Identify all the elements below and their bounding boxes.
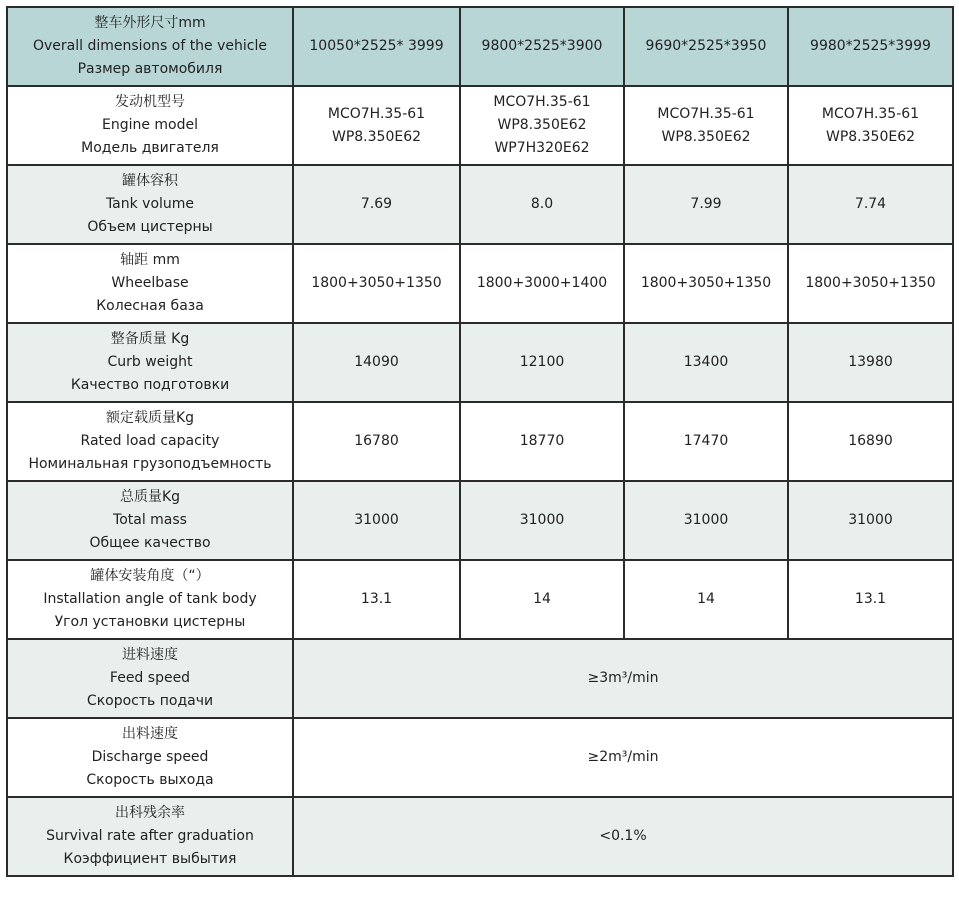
- value-cell: [293, 165, 460, 244]
- row-label-line: 罐体容积: [122, 173, 178, 189]
- row-label-line: Total mass: [113, 512, 187, 528]
- row-label-cell: [7, 639, 293, 718]
- cell-value-line: 7.99: [690, 196, 722, 212]
- cell-value-line: 31000: [683, 512, 729, 528]
- value-cell: [460, 244, 624, 323]
- value-cell: [293, 402, 460, 481]
- value-cell: [624, 481, 788, 560]
- value-cell: [624, 86, 788, 165]
- value-cell: [624, 165, 788, 244]
- row-label-line: 整备质量 Kg: [110, 331, 190, 347]
- row-label-line: Колесная база: [96, 298, 204, 314]
- row-label-line: Engine model: [101, 117, 199, 133]
- row-label-cell: [7, 560, 293, 639]
- row-label-line: 整车外形尺寸mm: [94, 15, 206, 31]
- value-cell: [460, 7, 624, 86]
- row-label-line: 罐体安装角度（“）: [90, 568, 210, 584]
- value-cell: [293, 244, 460, 323]
- row-label-line: Rated load capacity: [80, 433, 220, 449]
- cell-value-line: 1800+3000+1400: [476, 275, 608, 291]
- value-cell: [293, 86, 460, 165]
- cell-value-line: 9690*2525*3950: [645, 38, 767, 54]
- row-label-line: Overall dimensions of the vehicle: [33, 38, 267, 54]
- row-label-line: 轴距 mm: [120, 252, 180, 268]
- row-label-line: 总质量Kg: [119, 489, 181, 505]
- cell-value-line: MCO7H.35-61: [657, 105, 755, 122]
- value-cell: [624, 560, 788, 639]
- row-label-cell: [7, 86, 293, 165]
- row-label-line: Discharge speed: [91, 749, 209, 765]
- vehicle-spec-table: [6, 6, 954, 877]
- merged-value-cell: [293, 797, 953, 876]
- value-cell: [624, 323, 788, 402]
- cell-value-line: 13.1: [854, 591, 887, 607]
- cell-value-line: 1800+3050+1350: [805, 275, 936, 291]
- value-cell: [293, 560, 460, 639]
- merged-value-cell: [293, 639, 953, 718]
- row-label-cell: [7, 244, 293, 323]
- table-row: [7, 323, 953, 402]
- row-label-line: Скорость подачи: [86, 693, 214, 709]
- cell-value-line: WP8.350E62: [825, 128, 916, 145]
- value-cell: [788, 402, 953, 481]
- value-cell: [788, 7, 953, 86]
- table-row: [7, 481, 953, 560]
- table-row: [7, 86, 953, 165]
- table-row: [7, 7, 953, 86]
- cell-value-line: 16780: [354, 433, 399, 449]
- value-cell: [460, 402, 624, 481]
- cell-value-line: 31000: [519, 512, 565, 528]
- cell-value-line: 14: [533, 591, 551, 607]
- row-label-cell: [7, 165, 293, 244]
- cell-value-line: MCO7H.35-61: [493, 94, 591, 110]
- row-label-cell: [7, 7, 293, 86]
- row-label-cell: [7, 323, 293, 402]
- cell-value-line: WP8.350E62: [497, 117, 587, 133]
- row-label-line: Общее качество: [89, 535, 211, 551]
- table-row: [7, 639, 953, 718]
- cell-value: ≥2m³/min: [587, 749, 659, 765]
- table-row: [7, 797, 953, 876]
- cell-value-line: 31000: [354, 512, 399, 528]
- value-cell: [460, 165, 624, 244]
- row-label-line: Wheelbase: [111, 275, 189, 291]
- row-label-line: Коэффициент выбытия: [63, 851, 237, 867]
- value-cell: [624, 244, 788, 323]
- cell-value-line: 10050*2525* 3999: [309, 38, 444, 54]
- cell-value-line: 14: [697, 591, 715, 607]
- value-cell: [788, 323, 953, 402]
- cell-value-line: 8.0: [530, 196, 554, 212]
- row-label-line: 出科残余率: [115, 805, 185, 821]
- value-cell: [788, 86, 953, 165]
- row-label-cell: [7, 481, 293, 560]
- row-label-line: Качество подготовки: [70, 377, 230, 393]
- row-label-line: Survival rate after graduation: [46, 828, 254, 844]
- table-row: [7, 402, 953, 481]
- value-cell: [293, 7, 460, 86]
- cell-value-line: 7.74: [854, 196, 887, 212]
- row-label-line: Размер автомобиля: [77, 61, 223, 77]
- cell-value-line: WP7H320E62: [494, 140, 590, 156]
- value-cell: [460, 86, 624, 165]
- row-label-line: 额定载质量Kg: [105, 410, 195, 426]
- cell-value-line: 1800+3050+1350: [311, 275, 442, 291]
- cell-value-line: 9980*2525*3999: [810, 38, 931, 54]
- cell-value-line: 17470: [683, 433, 729, 449]
- cell-value-line: 12100: [519, 354, 565, 370]
- row-label-cell: [7, 797, 293, 876]
- row-label-line: Номинальная грузоподъемность: [28, 456, 272, 472]
- value-cell: [624, 7, 788, 86]
- table-row: [7, 560, 953, 639]
- row-label-line: Curb weight: [107, 354, 193, 370]
- spec-sheet: [6, 6, 952, 877]
- table-row: [7, 718, 953, 797]
- cell-value-line: 18770: [519, 433, 565, 449]
- cell-value-line: 13.1: [360, 591, 393, 607]
- row-label-line: Feed speed: [109, 670, 191, 686]
- cell-value-line: MCO7H.35-61: [821, 105, 920, 122]
- table-row: [7, 244, 953, 323]
- cell-value-line: 7.69: [360, 196, 393, 212]
- row-label-line: 出料速度: [122, 726, 178, 742]
- row-label-line: Угол установки цистерны: [54, 614, 246, 630]
- row-label-line: Скорость выхода: [86, 772, 214, 788]
- row-label-line: Модель двигателя: [81, 140, 219, 156]
- value-cell: [788, 165, 953, 244]
- value-cell: [624, 402, 788, 481]
- row-label-cell: [7, 402, 293, 481]
- merged-value-cell: [293, 718, 953, 797]
- value-cell: [460, 323, 624, 402]
- cell-value-line: 13980: [848, 354, 893, 370]
- value-cell: [788, 560, 953, 639]
- cell-value-line: 16890: [848, 433, 893, 449]
- row-label-cell: [7, 718, 293, 797]
- row-label-line: 发动机型号: [115, 94, 185, 110]
- row-label-line: Tank volume: [105, 196, 195, 212]
- cell-value-line: 9800*2525*3900: [481, 38, 603, 54]
- cell-value: <0.1%: [599, 828, 647, 844]
- row-label-line: Объем цистерны: [87, 219, 213, 235]
- cell-value-line: 31000: [848, 512, 893, 528]
- value-cell: [293, 481, 460, 560]
- cell-value-line: 13400: [683, 354, 729, 370]
- cell-value-line: 1800+3050+1350: [640, 275, 772, 291]
- row-label-line: 进料速度: [122, 647, 178, 663]
- cell-value: ≥3m³/min: [587, 670, 659, 686]
- value-cell: [293, 323, 460, 402]
- cell-value-line: MCO7H.35-61: [327, 105, 426, 122]
- value-cell: [460, 560, 624, 639]
- value-cell: [788, 481, 953, 560]
- row-label-line: Installation angle of tank body: [43, 591, 257, 607]
- cell-value-line: 14090: [354, 354, 399, 370]
- table-row: [7, 165, 953, 244]
- cell-value-line: WP8.350E62: [331, 128, 422, 145]
- value-cell: [460, 481, 624, 560]
- cell-value-line: WP8.350E62: [661, 128, 751, 145]
- value-cell: [788, 244, 953, 323]
